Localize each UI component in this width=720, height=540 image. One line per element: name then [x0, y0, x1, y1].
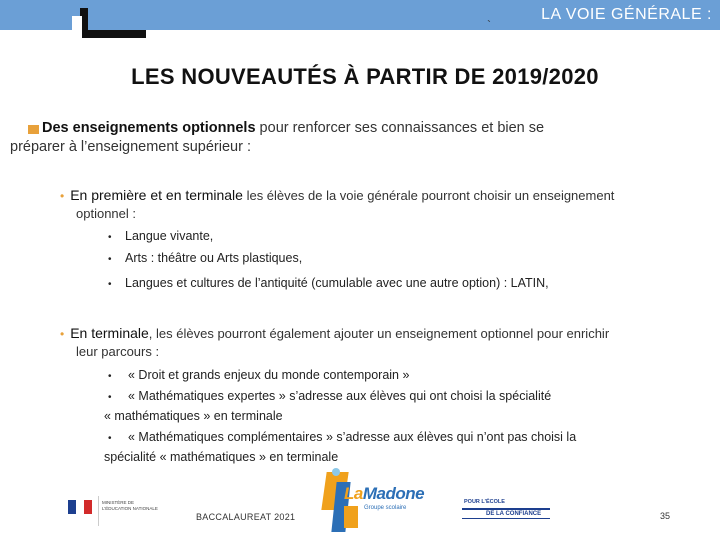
school-subtitle: Groupe scolaire — [364, 505, 407, 511]
bullet-dot-icon: • — [108, 433, 112, 444]
list-item — [108, 229, 213, 243]
intro-text: pour renforcer ses connaissances et bien se — [255, 120, 545, 136]
intro-continuation: préparer à l’enseignement supérieur : — [10, 139, 251, 155]
header-mark: ` — [487, 18, 491, 32]
list-item-text: « Droit et grands enjeux du monde contemporain » — [128, 368, 410, 382]
school-name — [344, 484, 424, 504]
list-item-text-cont: « mathématiques » en terminale — [104, 409, 283, 423]
bullet-dot-icon: • — [108, 392, 112, 403]
section2-bold: En terminale — [70, 325, 149, 341]
confiance-line1: POUR L’ÉCOLE — [464, 499, 505, 505]
list-item — [104, 366, 664, 386]
section1-bold: En première et en terminale — [70, 187, 243, 203]
header-title: LA VOIE GÉNÉRALE : — [541, 6, 712, 23]
list-item — [108, 251, 302, 265]
list-item-text: Langues et cultures de l’antiquité (cumulable avec une autre option) : LATIN, — [125, 276, 549, 290]
corner-bracket-icon — [72, 0, 148, 40]
ministry-name: MINISTÈRE DE L’ÉDUCATION NATIONALE — [102, 500, 158, 511]
school-name-main: Madone — [362, 484, 425, 503]
school-name-la: La — [344, 484, 363, 503]
list-item — [108, 276, 549, 290]
bullet-dot-icon: • — [60, 327, 65, 341]
intro-bold: Des enseignements optionnels — [42, 120, 256, 136]
page-number: 35 — [660, 511, 671, 521]
intro-paragraph — [10, 119, 702, 157]
la-madone-logo — [318, 462, 428, 532]
section2-continuation: leur parcours : — [76, 344, 160, 359]
page-title: LES NOUVEAUTÉS À PARTIR DE 2019/2020 — [131, 64, 599, 89]
list-item-text: Arts : théâtre ou Arts plastiques, — [125, 251, 303, 265]
list-item — [104, 387, 664, 425]
bullet-dot-icon: • — [108, 232, 112, 243]
bullet-dot-icon: • — [60, 189, 65, 203]
bullet-dot-icon: • — [108, 371, 112, 382]
section-terminale — [60, 324, 700, 361]
section1-continuation: optionnel : — [76, 206, 136, 221]
confiance-line2: DE LA CONFIANCE — [486, 511, 542, 517]
section1-text: les élèves de la voie générale pourront choisir un enseignement — [242, 188, 615, 203]
footer-label: BACCALAUREAT 2021 — [196, 512, 296, 522]
list-item-text: Langue vivante, — [125, 229, 214, 243]
ecole-confiance-logo — [462, 496, 552, 524]
list-item-text-cont: spécialité « mathématiques » en terminale — [104, 450, 339, 464]
list-item-text: « Mathématiques expertes » s’adresse aux élèves qui ont choisi la spécialité — [128, 389, 552, 403]
section-premiere-terminale — [60, 186, 700, 223]
bullet-dot-icon: • — [108, 254, 112, 265]
square-bullet-icon — [28, 125, 39, 134]
list-item — [104, 428, 664, 466]
bullet-dot-icon: • — [108, 279, 112, 290]
french-flag-icon — [68, 500, 92, 514]
list-item-text: « Mathématiques complémentaires » s’adresse aux élèves qui n’ont pas choisi la — [128, 430, 577, 444]
ministry-logo — [62, 494, 168, 530]
section2-text: , les élèves pourront également ajouter un enseignement optionnel pour enrichir — [148, 326, 610, 341]
